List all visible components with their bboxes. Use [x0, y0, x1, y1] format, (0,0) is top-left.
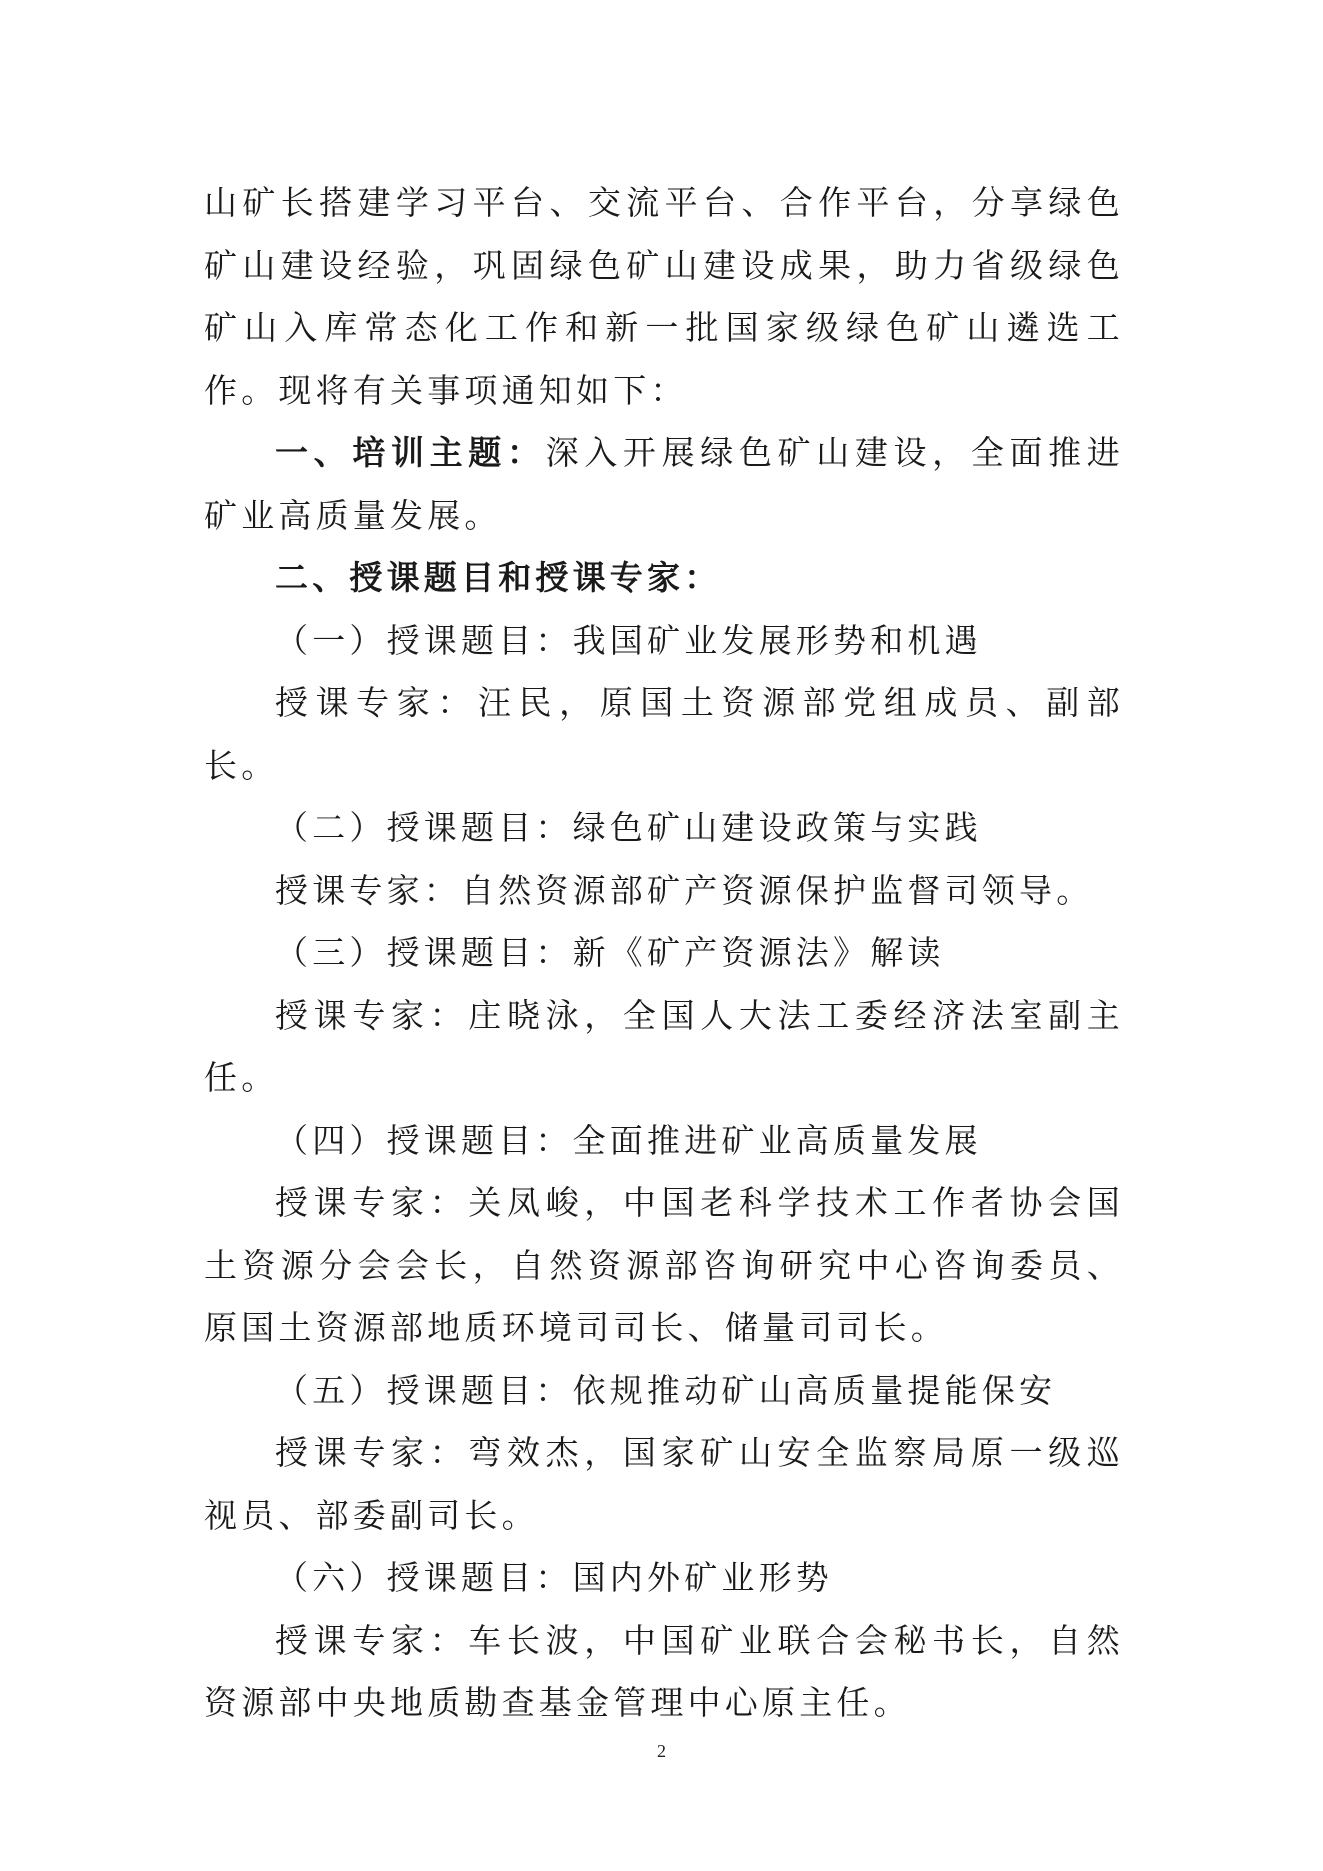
- paragraph-text: 授课专家：关凤峻，中国老科学技术工作者协会国土资源分会会长，自然资源部咨询研究中心咨询委员、原国土资源部地质环境司司长、储量司司长。: [204, 1183, 1124, 1347]
- paragraph-text: 授课专家：汪民，原国土资源部党组成员、副部长。: [204, 683, 1124, 785]
- expert-item-2: [204, 860, 1124, 923]
- paragraph-text: （四）授课题目：全面推进矿业高质量发展: [275, 1120, 982, 1160]
- section-heading-label: 一、培训主题：: [275, 433, 546, 472]
- document-body: [204, 172, 1124, 1735]
- paragraph-text: 授课专家：弯效杰，国家矿山安全监察局原一级巡视员、部委副司长。: [204, 1433, 1124, 1535]
- paragraph-text: 授课专家：自然资源部矿产资源保护监督司领导。: [275, 870, 1094, 910]
- expert-item-3: [204, 985, 1124, 1110]
- topic-item-4: [204, 1110, 1124, 1173]
- expert-item-1: [204, 672, 1124, 797]
- expert-item-6: [204, 1610, 1124, 1735]
- topic-item-1: [204, 610, 1124, 673]
- paragraph-text: 授课专家：车长波，中国矿业联合会秘书长，自然资源部中央地质勘查基金管理中心原主任。: [204, 1620, 1124, 1722]
- topic-item-6: [204, 1547, 1124, 1610]
- paragraph-text: （一）授课题目：我国矿业发展形势和机遇: [275, 620, 982, 660]
- paragraph-text: 授课专家：庄晓泳，全国人大法工委经济法室副主任。: [204, 995, 1124, 1097]
- paragraph-text: （三）授课题目：新《矿产资源法》解读: [275, 933, 945, 972]
- page-number: 2: [657, 1741, 666, 1761]
- expert-item-4: [204, 1172, 1124, 1360]
- paragraph-text: 深入开展绿色矿山建设，全面推进矿业高质量发展。: [204, 433, 1125, 535]
- section-heading-training-theme: [204, 422, 1124, 547]
- section-heading-topics-and-experts: [204, 547, 1124, 610]
- paragraph-text: 山矿长搭建学习平台、交流平台、合作平台，分享绿色矿山建设经验，巩固绿色矿山建设成果，助力省级绿色矿山入库常态化工作和新一批国家级绿色矿山遴选工作。现将有关事项通知如下：: [204, 183, 1124, 410]
- paragraph-intro-continued: [204, 172, 1124, 422]
- expert-item-5: [204, 1422, 1124, 1547]
- section-heading-label: 二、授课题目和授课专家：: [275, 558, 722, 597]
- paragraph-text: （六）授课题目：国内外矿业形势: [275, 1558, 833, 1597]
- topic-item-3: [204, 922, 1124, 985]
- topic-item-2: [204, 797, 1124, 860]
- topic-item-5: [204, 1360, 1124, 1423]
- paragraph-text: （二）授课题目：绿色矿山建设政策与实践: [275, 808, 982, 847]
- paragraph-text: （五）授课题目：依规推动矿山高质量提能保安: [275, 1370, 1057, 1410]
